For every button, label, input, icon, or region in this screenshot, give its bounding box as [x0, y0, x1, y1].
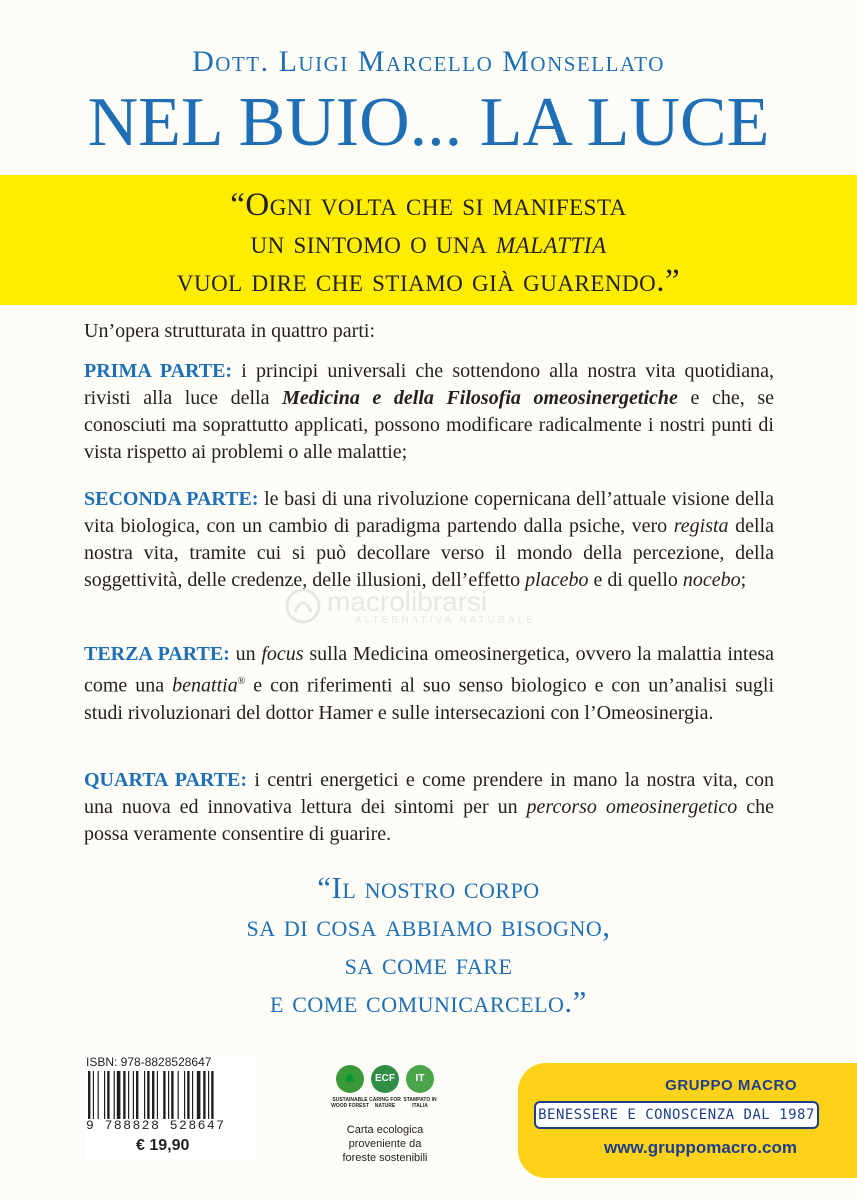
top-quote-line-1: “Ogni volta che si manifesta — [230, 187, 627, 223]
barcode-bar — [107, 1071, 109, 1119]
barcode-block — [86, 1055, 256, 1160]
barcode-bar — [128, 1071, 129, 1119]
bottom-quote-line-3: sa come fare — [344, 946, 513, 981]
eco-caption-3: STAMPATO IN ITALIA — [403, 1097, 437, 1109]
barcode-bars — [86, 1071, 254, 1119]
sustainable-wood-forest-icon: 🌲 — [336, 1065, 364, 1093]
watermark-subtitle: ALTERNATIVA NATURALE — [355, 615, 536, 626]
author-name: Dott. Luigi Marcello Monsellato — [192, 45, 665, 78]
watermark-name: macrolibrarsi — [327, 586, 488, 617]
barcode-bar — [157, 1071, 158, 1119]
barcode-bar — [178, 1071, 179, 1119]
barcode-digits: 9 788828 528647 — [86, 1118, 226, 1133]
barcode-bar — [203, 1071, 205, 1119]
part-four-paragraph: QUARTA PARTE: i centri energetici e come prendere in mano la nostra vita, con una nuova ed innovativa lettura dei sintomi per un percorso omeosinergetico che possa veramente consentire di guarire. — [84, 769, 774, 845]
barcode-bar — [184, 1071, 185, 1119]
part-two-paragraph: SECONDA PARTE: le basi di una rivoluzione copernicana dell’attuale visione della vita biologica, con un cambio di paradigma partendo dalla psiche, vero regista della nostra vita, tramite cui si può decollare verso il mondo della percezione, della soggettività, delle credenze, delle illusioni, dell’effetto placebo e di quello nocebo; — [84, 488, 774, 591]
barcode-bar — [98, 1071, 99, 1119]
barcode-bar — [114, 1071, 115, 1119]
watermark-logo-icon — [285, 588, 321, 624]
barcode-bar — [192, 1071, 193, 1119]
book-title: NEL BUIO... LA LUCE — [87, 84, 770, 161]
barcode-bar — [208, 1071, 209, 1119]
eco-caption-1: SUSTAINABLE WOOD FOREST — [331, 1097, 369, 1109]
barcode-bar — [187, 1071, 189, 1119]
barcode-bar — [168, 1071, 169, 1119]
part-three-paragraph: TERZA PARTE: un focus sulla Medicina omeosinergetica, ovvero la malattia intesa come una benattia® e con riferimenti al suo senso biologico e con un’analisi sugli studi rivoluzionari del dottor Hamer e sulle intersecazioni con l’Omeosinergia. — [84, 643, 775, 724]
bottom-quote-line-2: sa di cosa abbiamo bisogno, — [246, 908, 611, 943]
barcode-bar — [117, 1071, 121, 1119]
top-quote-line-2: un sintomo o una malattia — [250, 225, 607, 261]
ecf-icon: ECF — [371, 1065, 399, 1093]
barcode-bar — [211, 1071, 213, 1119]
publisher-tagline-box — [534, 1101, 819, 1129]
publisher-name: GRUPPO MACRO — [665, 1077, 797, 1094]
barcode-bar — [93, 1071, 94, 1119]
eco-paper-text: Carta ecologica proveniente da foreste sostenibili — [342, 1124, 428, 1164]
barcode-bar — [104, 1071, 105, 1119]
barcode-bar — [123, 1071, 125, 1119]
barcode-bar — [163, 1071, 165, 1119]
part-one-paragraph: PRIMA PARTE: i principi universali che sottendono alla nostra vita quotidiana, rivisti alla luce della Medicina e della Filosofia omeosinergetiche e che, se conosciuti ma soprattutto applicati, possono modificare radicalmente i nostri punti di vista rispetto ai problemi o alle malattie; — [84, 360, 774, 463]
barcode-bar — [197, 1071, 201, 1119]
top-quote-line-3: vuol dire che stiamo già guarendo.” — [176, 263, 681, 299]
bottom-quote-line-4: e come comunicarcelo.” — [270, 984, 587, 1019]
top-quote-band — [0, 175, 857, 305]
barcode-bar — [136, 1071, 138, 1119]
publisher-url: www.gruppomacro.com — [603, 1138, 797, 1157]
isbn-label: ISBN: 978-8828528647 — [86, 1055, 212, 1069]
price-label: € 19,90 — [136, 1137, 190, 1154]
eco-certifications — [330, 1065, 440, 1175]
italy-icon: IT — [406, 1065, 434, 1093]
part-three-label: TERZA PARTE: — [84, 643, 230, 665]
bottom-quote-line-1: “Il nostro corpo — [317, 870, 540, 905]
watermark — [285, 582, 585, 632]
publisher-tagline: BENESSERE E CONOSCENZA DAL 1987 — [538, 1107, 815, 1123]
publisher-badge — [518, 1063, 857, 1178]
intro-text: Un’opera strutturata in quattro parti: — [84, 320, 376, 342]
part-one-label: PRIMA PARTE: — [84, 360, 233, 382]
barcode-bar — [152, 1071, 154, 1119]
barcode-bar — [133, 1071, 134, 1119]
part-four-label: QUARTA PARTE: — [84, 769, 247, 791]
part-two-label: SECONDA PARTE: — [84, 488, 259, 510]
barcode-bar — [144, 1071, 145, 1119]
barcode-bar — [147, 1071, 149, 1119]
barcode-bar — [88, 1071, 90, 1119]
barcode-bar — [171, 1071, 173, 1119]
eco-caption-2: CARING FOR NATURE — [369, 1097, 401, 1109]
